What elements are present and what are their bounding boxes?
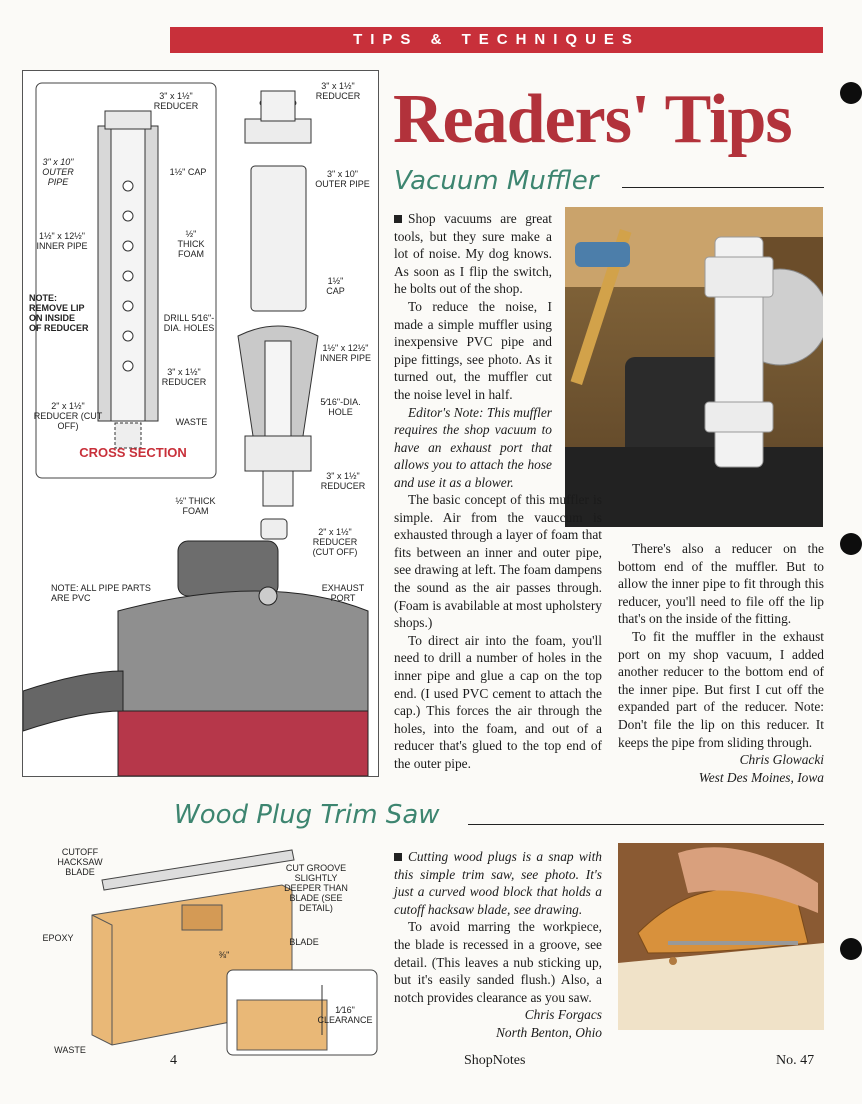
- paragraph: There's also a reducer on the bottom end of the muffler. But to allow the inner pipe to fit through this reducer, you'll need to file off the lip that's on the inside of the fitting.: [618, 541, 824, 627]
- cs-label: WASTE: [175, 417, 208, 427]
- muffler-photo: [565, 207, 823, 527]
- ex-label: 3" x 1½" REDUCER: [315, 81, 361, 101]
- subhead-trim-saw: Wood Plug Trim Saw: [174, 800, 440, 830]
- cs-label: 1½" x 12½" INNER PIPE: [36, 231, 88, 251]
- author-name: Chris Glowacki: [739, 752, 824, 768]
- saw-column: [394, 848, 602, 1042]
- footer-issue: No. 47: [776, 1053, 815, 1068]
- binder-hole: [840, 82, 862, 104]
- page-title: Readers' Tips: [393, 81, 792, 158]
- paragraph: To avoid marring the workpiece, the blade is recessed in a groove, see detail. (This leaves a nub sticking up, but it's easily sanded flush.) Also, a notch provides clearance as you saw.: [394, 919, 602, 1005]
- subhead-vacuum-muffler: Vacuum Muffler: [394, 166, 599, 196]
- paragraph: Cutting wood plugs is a snap with this simple trim saw, see photo. It's just a curved wood block that holds a cutoff hacksaw blade, see drawing.: [394, 849, 602, 917]
- saw-diagram: [22, 835, 382, 1060]
- author-location: North Benton, Ohio: [495, 1024, 602, 1040]
- cs-label: 3" x 10" OUTER PIPE: [42, 157, 74, 187]
- saw-label-clearance: 1⁄16" CLEARANCE: [317, 1005, 373, 1025]
- cs-label: 2" x 1½" REDUCER (CUT OFF): [33, 401, 103, 431]
- ex-label: 2" x 1½" REDUCER (CUT OFF): [312, 527, 358, 557]
- binder-hole: [840, 938, 862, 960]
- paragraph: Shop vacuums are great tools, but they sure make a lot of noise. My dog knows. As soon as I flip the switch, he bolts out of the shop.: [394, 211, 552, 297]
- ex-label: 1½" CAP: [326, 276, 345, 296]
- muffler-photo-art: [565, 207, 823, 527]
- saw-label-dimension: ⅜": [218, 950, 230, 960]
- paragraph: The basic concept of this muffler is simple. Air from the vauccum is exhausted through a layer of foam that fits between an inner and outer pipe, see drawing at left. The foam dampens the sound as the air passes through. (Foam is avabilable at most upholstery shops.): [394, 492, 602, 631]
- footer-page-number: 4: [170, 1053, 177, 1068]
- ex-label: 5⁄16"-DIA. HOLE: [320, 397, 361, 417]
- ex-label: 3" x 1½" REDUCER: [320, 471, 366, 491]
- paragraph: To reduce the noise, I made a simple muffler using inexpensive PVC pipe and pipe fittings, see photo. As it turned out, the muffler cut the noise level in half.: [394, 298, 552, 402]
- footer-magazine: ShopNotes: [464, 1053, 526, 1068]
- saw-label-waste: WASTE: [54, 1045, 86, 1055]
- paragraph: Editor's Note: This muffler requires the shop vacuum to have an exhaust port that allows you to attach the hose and use it as a blower.: [394, 404, 552, 490]
- cross-section-title: CROSS SECTION: [79, 445, 187, 460]
- cs-label: 3" x 1½" REDUCER: [161, 367, 207, 387]
- cs-label: 1½" CAP: [169, 167, 207, 177]
- saw-photo: [618, 843, 824, 1030]
- author-name: Chris Forgacs: [524, 1007, 602, 1023]
- heading-rule: [468, 824, 824, 825]
- paragraph: To fit the muffler in the exhaust port on my shop vacuum, I added another reducer to the bottom end of the inner pipe. But first I cut off the expanded part of the reducer. Note: Don't file the lip on this reducer. It keeps the pipe from sliding through.: [618, 628, 824, 750]
- section-banner: TIPS & TECHNIQUES: [170, 27, 823, 53]
- saw-photo-art: [618, 843, 824, 1030]
- ex-label: EXHAUST PORT: [321, 583, 365, 603]
- ex-label: ½" THICK FOAM: [175, 496, 216, 516]
- bullet-square: [394, 215, 402, 223]
- paragraph: To direct air into the foam, you'll need to drill a number of holes in the inner pipe and glue a cap on the top end. (I used PVC cement to attach the cap.) This forces the air through the holes, into the foam, and out of a reducer that's glued to the top end of the outer pipe.: [394, 632, 602, 771]
- cs-note: NOTE: REMOVE LIP ON INSIDE OF REDUCER: [29, 293, 89, 333]
- vacuum-column-2: [618, 540, 824, 786]
- ex-label: 1½" x 12½" INNER PIPE: [319, 343, 371, 363]
- ex-label: 3" x 10" OUTER PIPE: [315, 169, 370, 189]
- heading-rule: [622, 187, 824, 188]
- cs-label: 3" x 1½" REDUCER: [153, 91, 199, 111]
- saw-label-epoxy: EPOXY: [42, 933, 74, 943]
- saw-label-groove: CUT GROOVE SLIGHTLY DEEPER THAN BLADE (SEE DETAIL): [284, 863, 348, 913]
- binder-hole: [840, 533, 862, 555]
- author-location: West Des Moines, Iowa: [698, 769, 824, 785]
- bullet-square: [394, 853, 402, 861]
- cs-label: ½" THICK FOAM: [177, 229, 205, 259]
- saw-label-blade: CUTOFF HACKSAW BLADE: [57, 847, 103, 877]
- muffler-diagram: [22, 70, 379, 777]
- saw-label-detail-blade: BLADE: [289, 937, 319, 947]
- vacuum-column-1: [394, 210, 552, 492]
- cs-label: DRILL 5⁄16"-DIA. HOLES: [163, 313, 215, 333]
- diagram-note: NOTE: ALL PIPE PARTS ARE PVC: [51, 583, 151, 603]
- vacuum-column-1b: [394, 491, 602, 773]
